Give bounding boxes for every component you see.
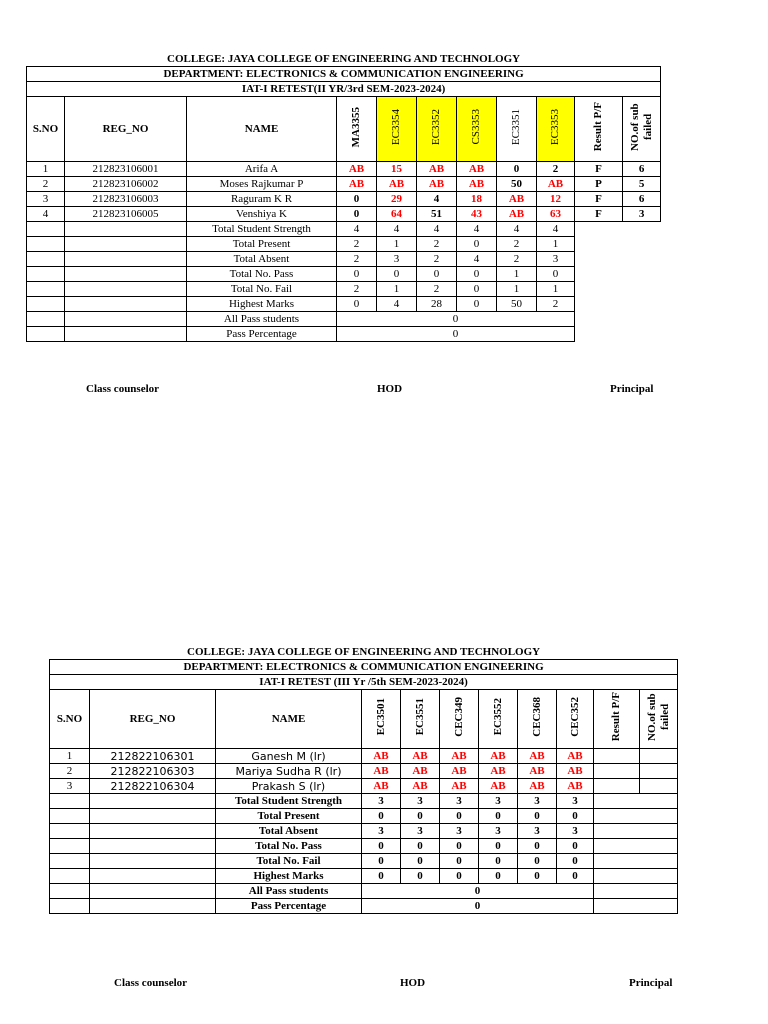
col-header-name: NAME (187, 97, 337, 162)
stats-label: Total Present (216, 809, 362, 824)
stats-value: 3 (362, 824, 401, 839)
exam-title: IAT-I RETEST(II YR/3rd SEM-2023-2024) (27, 82, 661, 97)
college-title: COLLEGE: JAYA COLLEGE OF ENGINEERING AND TECHNOLOGY (27, 52, 661, 67)
failed-count-cell (640, 764, 678, 779)
mark-cell: 43 (457, 207, 497, 222)
stats-value: 3 (401, 794, 440, 809)
student-name: Moses Rajkumar P (187, 177, 337, 192)
stats-value: 1 (497, 282, 537, 297)
stats-value: 0 (362, 839, 401, 854)
mark-cell: 29 (377, 192, 417, 207)
subject-header: EC3552 (479, 690, 518, 749)
stats-value: 0 (557, 854, 594, 869)
all-pass-value: 0 (337, 312, 575, 327)
mark-cell: AB (440, 764, 479, 779)
result-sheet-2 (49, 645, 678, 914)
result-cell: F (575, 207, 623, 222)
stats-label: Total No. Fail (216, 854, 362, 869)
student-row (50, 779, 678, 794)
mark-cell: AB (457, 177, 497, 192)
stats-value: 0 (537, 267, 575, 282)
stats-value: 2 (337, 252, 377, 267)
register-number: 212823106001 (65, 162, 187, 177)
col-header-failed: NO.of sub failed (640, 690, 678, 749)
student-name: Prakash S (lr) (216, 779, 362, 794)
result-cell: F (575, 192, 623, 207)
stats-value: 50 (497, 297, 537, 312)
principal-label: Principal (610, 383, 654, 395)
stats-value: 0 (557, 869, 594, 884)
department-title: DEPARTMENT: ELECTRONICS & COMMUNICATION ENGINEERING (50, 660, 678, 675)
stats-value: 4 (457, 222, 497, 237)
stats-value: 4 (377, 297, 417, 312)
student-row (27, 192, 661, 207)
pass-percentage-row (27, 327, 661, 342)
stats-value: 0 (457, 237, 497, 252)
stats-value: 3 (377, 252, 417, 267)
subject-header: MA3355 (337, 97, 377, 162)
mark-cell: AB (362, 764, 401, 779)
col-header-sno: S.NO (50, 690, 90, 749)
stats-row (50, 869, 678, 884)
stats-value: 3 (518, 824, 557, 839)
result-table-1 (26, 52, 661, 342)
mark-cell: AB (479, 764, 518, 779)
col-header-reg: REG_NO (65, 97, 187, 162)
subject-header: CEC368 (518, 690, 557, 749)
mark-cell: AB (557, 779, 594, 794)
stats-value: 4 (457, 252, 497, 267)
mark-cell: AB (440, 749, 479, 764)
stats-value: 3 (440, 794, 479, 809)
stats-label: Highest Marks (216, 869, 362, 884)
failed-count-cell: 3 (623, 207, 661, 222)
stats-row (50, 839, 678, 854)
serial-number: 1 (50, 749, 90, 764)
exam-title: IAT-I RETEST (III Yr /5th SEM-2023-2024) (50, 675, 678, 690)
mark-cell: 12 (537, 192, 575, 207)
subject-header: EC3351 (497, 97, 537, 162)
serial-number: 3 (27, 192, 65, 207)
stats-value: 0 (557, 839, 594, 854)
register-number: 212822106304 (90, 779, 216, 794)
mark-cell: AB (417, 162, 457, 177)
student-name: Arifa A (187, 162, 337, 177)
subject-header: EC3501 (362, 690, 401, 749)
stats-value: 2 (417, 237, 457, 252)
stats-row (27, 267, 661, 282)
stats-label: Total Absent (216, 824, 362, 839)
mark-cell: AB (497, 192, 537, 207)
stats-value: 3 (479, 824, 518, 839)
stats-value: 0 (479, 869, 518, 884)
stats-value: 0 (518, 869, 557, 884)
all-pass-label: All Pass students (216, 884, 362, 899)
col-header-failed: NO.of sub failed (623, 97, 661, 162)
pass-percentage-value: 0 (337, 327, 575, 342)
stats-value: 4 (497, 222, 537, 237)
register-number: 212822106301 (90, 749, 216, 764)
stats-value: 0 (518, 809, 557, 824)
principal-label: Principal (629, 977, 673, 989)
stats-value: 1 (537, 282, 575, 297)
stats-value: 3 (557, 794, 594, 809)
stats-value: 4 (537, 222, 575, 237)
stats-value: 0 (479, 839, 518, 854)
class-counselor-label: Class counselor (86, 383, 160, 395)
stats-value: 0 (401, 869, 440, 884)
stats-label: Highest Marks (187, 297, 337, 312)
pass-percentage-label: Pass Percentage (187, 327, 337, 342)
failed-count-cell: 6 (623, 162, 661, 177)
mark-cell: AB (557, 749, 594, 764)
student-row (27, 162, 661, 177)
mark-cell: AB (362, 749, 401, 764)
mark-cell: AB (440, 779, 479, 794)
pass-percentage-row (50, 899, 678, 914)
col-header-result: Result P/F (594, 690, 640, 749)
stats-value: 0 (401, 839, 440, 854)
student-row (50, 749, 678, 764)
stats-label: Total Student Strength (216, 794, 362, 809)
stats-value: 0 (362, 809, 401, 824)
stats-label: Total No. Fail (187, 282, 337, 297)
stats-value: 1 (497, 267, 537, 282)
mark-cell: AB (417, 177, 457, 192)
stats-value: 0 (440, 869, 479, 884)
stats-value: 0 (377, 267, 417, 282)
mark-cell: AB (518, 779, 557, 794)
failed-count-cell: 6 (623, 192, 661, 207)
mark-cell: 15 (377, 162, 417, 177)
college-title: COLLEGE: JAYA COLLEGE OF ENGINEERING AND TECHNOLOGY (50, 645, 678, 660)
stats-row (27, 282, 661, 297)
stats-value: 0 (362, 869, 401, 884)
register-number: 212823106002 (65, 177, 187, 192)
student-row (27, 177, 661, 192)
failed-count-cell (640, 749, 678, 764)
stats-value: 0 (440, 809, 479, 824)
mark-cell: 64 (377, 207, 417, 222)
mark-cell: AB (337, 162, 377, 177)
result-cell (594, 779, 640, 794)
subject-header: EC3352 (417, 97, 457, 162)
mark-cell: AB (537, 177, 575, 192)
stats-value: 0 (440, 854, 479, 869)
mark-cell: AB (518, 764, 557, 779)
stats-row (50, 809, 678, 824)
subject-header: EC3354 (377, 97, 417, 162)
stats-row (27, 297, 661, 312)
all-pass-row (50, 884, 678, 899)
result-table-2 (49, 645, 678, 914)
stats-value: 3 (518, 794, 557, 809)
stats-value: 2 (497, 252, 537, 267)
register-number: 212823106005 (65, 207, 187, 222)
student-row (50, 764, 678, 779)
subject-header: EC3353 (537, 97, 575, 162)
stats-value: 3 (537, 252, 575, 267)
mark-cell: 0 (497, 162, 537, 177)
stats-value: 0 (479, 809, 518, 824)
stats-value: 3 (557, 824, 594, 839)
mark-cell: AB (479, 749, 518, 764)
stats-value: 2 (337, 282, 377, 297)
stats-value: 0 (457, 297, 497, 312)
stats-value: 0 (557, 809, 594, 824)
serial-number: 2 (50, 764, 90, 779)
stats-value: 2 (417, 252, 457, 267)
mark-cell: 51 (417, 207, 457, 222)
result-cell (594, 764, 640, 779)
stats-label: Total Student Strength (187, 222, 337, 237)
stats-row (50, 854, 678, 869)
stats-value: 0 (518, 839, 557, 854)
subject-header: EC3551 (401, 690, 440, 749)
mark-cell: AB (401, 749, 440, 764)
all-pass-row (27, 312, 661, 327)
result-cell: F (575, 162, 623, 177)
serial-number: 3 (50, 779, 90, 794)
subject-header: CS3353 (457, 97, 497, 162)
failed-count-cell (640, 779, 678, 794)
mark-cell: AB (401, 764, 440, 779)
stats-value: 28 (417, 297, 457, 312)
pass-percentage-value: 0 (362, 899, 594, 914)
stats-value: 0 (362, 854, 401, 869)
subject-header: CEC352 (557, 690, 594, 749)
stats-row (27, 252, 661, 267)
stats-value: 3 (401, 824, 440, 839)
mark-cell: 0 (337, 192, 377, 207)
col-header-result: Result P/F (575, 97, 623, 162)
result-sheet-1 (26, 52, 661, 342)
mark-cell: 18 (457, 192, 497, 207)
stats-row (50, 824, 678, 839)
stats-value: 2 (337, 237, 377, 252)
stats-value: 0 (337, 267, 377, 282)
mark-cell: AB (362, 779, 401, 794)
student-name: Ganesh M (lr) (216, 749, 362, 764)
mark-cell: AB (401, 779, 440, 794)
stats-value: 3 (479, 794, 518, 809)
serial-number: 1 (27, 162, 65, 177)
stats-value: 0 (401, 854, 440, 869)
stats-value: 2 (417, 282, 457, 297)
mark-cell: 50 (497, 177, 537, 192)
mark-cell: AB (479, 779, 518, 794)
stats-value: 4 (377, 222, 417, 237)
stats-value: 0 (401, 809, 440, 824)
mark-cell: AB (337, 177, 377, 192)
hod-label: HOD (377, 383, 403, 395)
stats-row (27, 222, 661, 237)
mark-cell: AB (457, 162, 497, 177)
stats-value: 2 (537, 297, 575, 312)
stats-row (27, 237, 661, 252)
register-number: 212822106303 (90, 764, 216, 779)
stats-value: 1 (377, 282, 417, 297)
mark-cell: 2 (537, 162, 575, 177)
subject-header: CEC349 (440, 690, 479, 749)
class-counselor-label: Class counselor (114, 977, 188, 989)
student-name: Mariya Sudha R (lr) (216, 764, 362, 779)
col-header-sno: S.NO (27, 97, 65, 162)
mark-cell: AB (557, 764, 594, 779)
stats-value: 3 (440, 824, 479, 839)
stats-value: 0 (440, 839, 479, 854)
result-cell: P (575, 177, 623, 192)
failed-count-cell: 5 (623, 177, 661, 192)
student-name: Raguram K R (187, 192, 337, 207)
stats-label: Total Present (187, 237, 337, 252)
stats-value: 3 (362, 794, 401, 809)
stats-value: 0 (479, 854, 518, 869)
stats-value: 0 (518, 854, 557, 869)
stats-value: 1 (377, 237, 417, 252)
pass-percentage-label: Pass Percentage (216, 899, 362, 914)
stats-label: Total No. Pass (216, 839, 362, 854)
hod-label: HOD (400, 977, 426, 989)
mark-cell: 4 (417, 192, 457, 207)
stats-value: 4 (337, 222, 377, 237)
stats-label: Total Absent (187, 252, 337, 267)
mark-cell: AB (377, 177, 417, 192)
student-row (27, 207, 661, 222)
stats-row (50, 794, 678, 809)
all-pass-label: All Pass students (187, 312, 337, 327)
student-name: Venshiya K (187, 207, 337, 222)
stats-value: 1 (537, 237, 575, 252)
all-pass-value: 0 (362, 884, 594, 899)
mark-cell: 0 (337, 207, 377, 222)
col-header-name: NAME (216, 690, 362, 749)
stats-value: 0 (337, 297, 377, 312)
serial-number: 4 (27, 207, 65, 222)
col-header-reg: REG_NO (90, 690, 216, 749)
stats-value: 0 (457, 282, 497, 297)
stats-value: 0 (417, 267, 457, 282)
stats-value: 4 (417, 222, 457, 237)
result-cell (594, 749, 640, 764)
department-title: DEPARTMENT: ELECTRONICS & COMMUNICATION ENGINEERING (27, 67, 661, 82)
serial-number: 2 (27, 177, 65, 192)
stats-value: 0 (457, 267, 497, 282)
stats-label: Total No. Pass (187, 267, 337, 282)
register-number: 212823106003 (65, 192, 187, 207)
stats-value: 2 (497, 237, 537, 252)
mark-cell: AB (518, 749, 557, 764)
mark-cell: 63 (537, 207, 575, 222)
mark-cell: AB (497, 207, 537, 222)
